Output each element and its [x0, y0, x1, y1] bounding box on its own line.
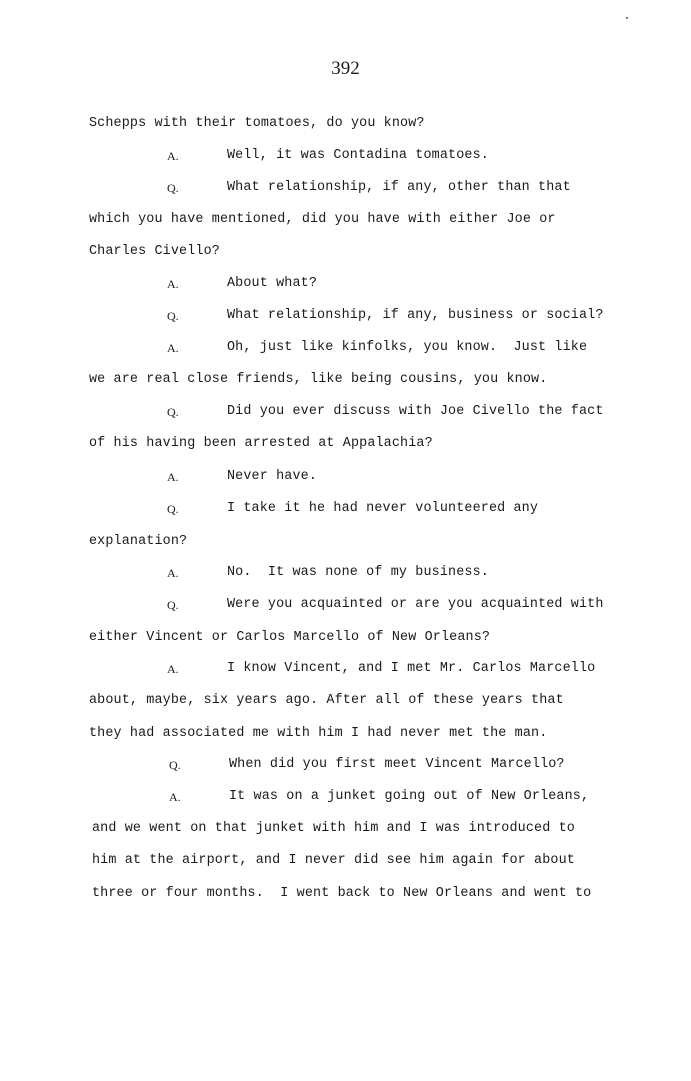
transcript-line: No. It was none of my business. — [227, 565, 489, 580]
page-number: 392 — [331, 58, 360, 79]
transcript-line: It was on a junket going out of New Orleans, — [229, 789, 590, 804]
answer-marker: A. — [169, 790, 181, 804]
question-marker: Q. — [169, 758, 181, 772]
transcript-line: I know Vincent, and I met Mr. Carlos Marcello — [227, 661, 596, 676]
answer-marker: A. — [167, 662, 179, 676]
transcript-line: Did you ever discuss with Joe Civello the fact — [227, 404, 604, 419]
question-marker: Q. — [167, 309, 179, 323]
answer-marker: A. — [167, 566, 179, 580]
transcript-line: either Vincent or Carlos Marcello of New Orleans? — [89, 630, 491, 645]
transcript-line: What relationship, if any, other than that — [227, 180, 571, 195]
transcript-line: explanation? — [89, 534, 188, 549]
transcript-line: which you have mentioned, did you have with either Joe or — [89, 212, 556, 227]
transcript-line: Well, it was Contadina tomatoes. — [227, 148, 489, 163]
transcript-line: of his having been arrested at Appalachia? — [89, 436, 433, 451]
transcript-line: When did you first meet Vincent Marcello? — [229, 757, 565, 772]
answer-marker: A. — [167, 277, 179, 291]
question-marker: Q. — [167, 181, 179, 195]
answer-marker: A. — [167, 470, 179, 484]
transcript-line: Never have. — [227, 469, 318, 484]
transcript-line: Oh, just like kinfolks, you know. Just like — [227, 340, 588, 355]
transcript-line: About what? — [227, 276, 318, 291]
answer-marker: A. — [167, 341, 179, 355]
question-marker: Q. — [167, 598, 179, 612]
question-marker: Q. — [167, 502, 179, 516]
transcript-line: I take it he had never volunteered any — [227, 501, 539, 516]
transcript-line: they had associated me with him I had never met the man. — [89, 726, 548, 741]
transcript-line: Schepps with their tomatoes, do you know? — [89, 116, 425, 131]
question-marker: Q. — [167, 405, 179, 419]
transcript-line: we are real close friends, like being cousins, you know. — [89, 372, 548, 387]
transcript-line: him at the airport, and I never did see him again for about — [92, 853, 575, 868]
transcript-line: Charles Civello? — [89, 244, 220, 259]
transcript-line: about, maybe, six years ago. After all of these years that — [89, 693, 564, 708]
transcript-line: and we went on that junket with him and I was introduced to — [92, 821, 575, 836]
transcript-line: What relationship, if any, business or social? — [227, 308, 604, 323]
scan-speck — [626, 17, 628, 19]
answer-marker: A. — [167, 149, 179, 163]
transcript-line: three or four months. I went back to New Orleans and went to — [92, 886, 592, 901]
transcript-line: Were you acquainted or are you acquainted with — [227, 597, 604, 612]
